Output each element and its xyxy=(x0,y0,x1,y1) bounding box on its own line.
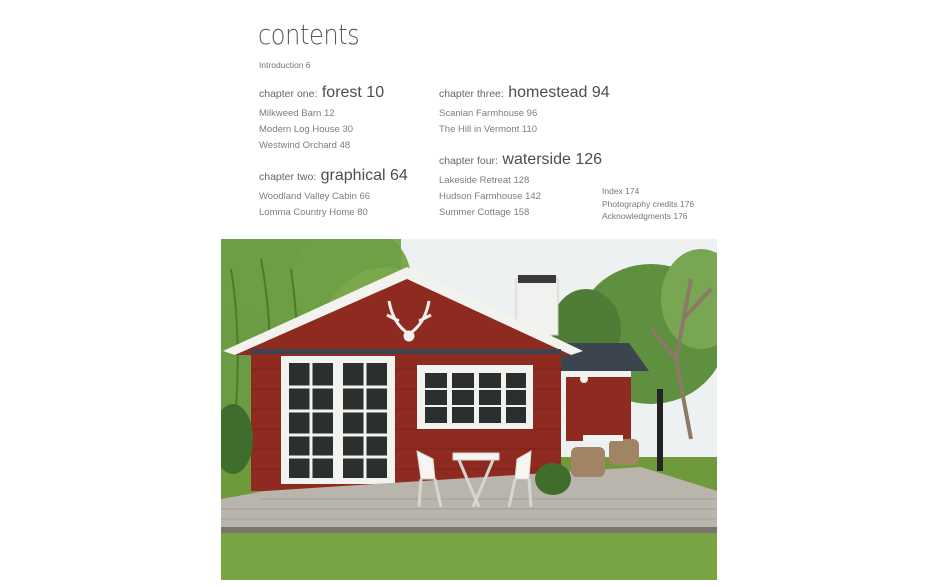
contents-entry: Lakeside Retreat 128 xyxy=(439,175,530,186)
contents-entry: Scanian Farmhouse 96 xyxy=(439,108,538,119)
back-matter-entry: Photography credits 176 xyxy=(602,198,695,209)
contents-entry: Milkweed Barn 12 xyxy=(259,108,335,119)
chapter-heading xyxy=(439,84,610,102)
front-window xyxy=(417,365,533,429)
cottage-illustration xyxy=(221,239,717,580)
chapter-four xyxy=(439,151,602,221)
lamp-post xyxy=(657,389,663,471)
contents-entry: Hudson Farmhouse 142 xyxy=(439,191,541,202)
contents-entry: Summer Cottage 158 xyxy=(439,207,530,218)
chapter-one xyxy=(259,84,384,154)
chapter-name: graphical 64 xyxy=(320,167,408,184)
contents-entry: Lomma Country Home 80 xyxy=(259,207,368,218)
chapter-label: chapter four: xyxy=(439,155,498,167)
french-doors xyxy=(281,356,395,484)
chapter-heading xyxy=(259,84,384,102)
chapter-name: forest 10 xyxy=(321,84,385,101)
back-matter-list xyxy=(602,185,694,223)
contents-entry: The Hill in Vermont 110 xyxy=(439,124,538,135)
contents-entry: Modern Log House 30 xyxy=(259,124,354,135)
chapter-heading xyxy=(439,151,602,169)
chapter-three xyxy=(439,84,610,138)
chapter-two xyxy=(259,167,408,221)
introduction-entry: Introduction 6 xyxy=(259,60,311,70)
contents-entry: Westwind Orchard 48 xyxy=(259,140,351,151)
chapter-label: chapter two: xyxy=(259,171,317,183)
contents-entry: Woodland Valley Cabin 66 xyxy=(259,191,371,202)
cottage-photo xyxy=(221,239,717,580)
chapter-label: chapter three: xyxy=(439,88,504,100)
chapter-heading xyxy=(259,167,408,185)
chapter-name: homestead 94 xyxy=(508,84,610,101)
chapter-name: waterside 126 xyxy=(502,151,603,168)
shrub xyxy=(535,463,571,495)
page-title: contents xyxy=(258,18,360,51)
chapter-label: chapter one: xyxy=(259,88,318,100)
back-matter-entry: Acknowledgments 176 xyxy=(602,211,688,221)
back-matter-entry: Index 174 xyxy=(602,186,640,196)
lawn-front xyxy=(221,529,717,580)
